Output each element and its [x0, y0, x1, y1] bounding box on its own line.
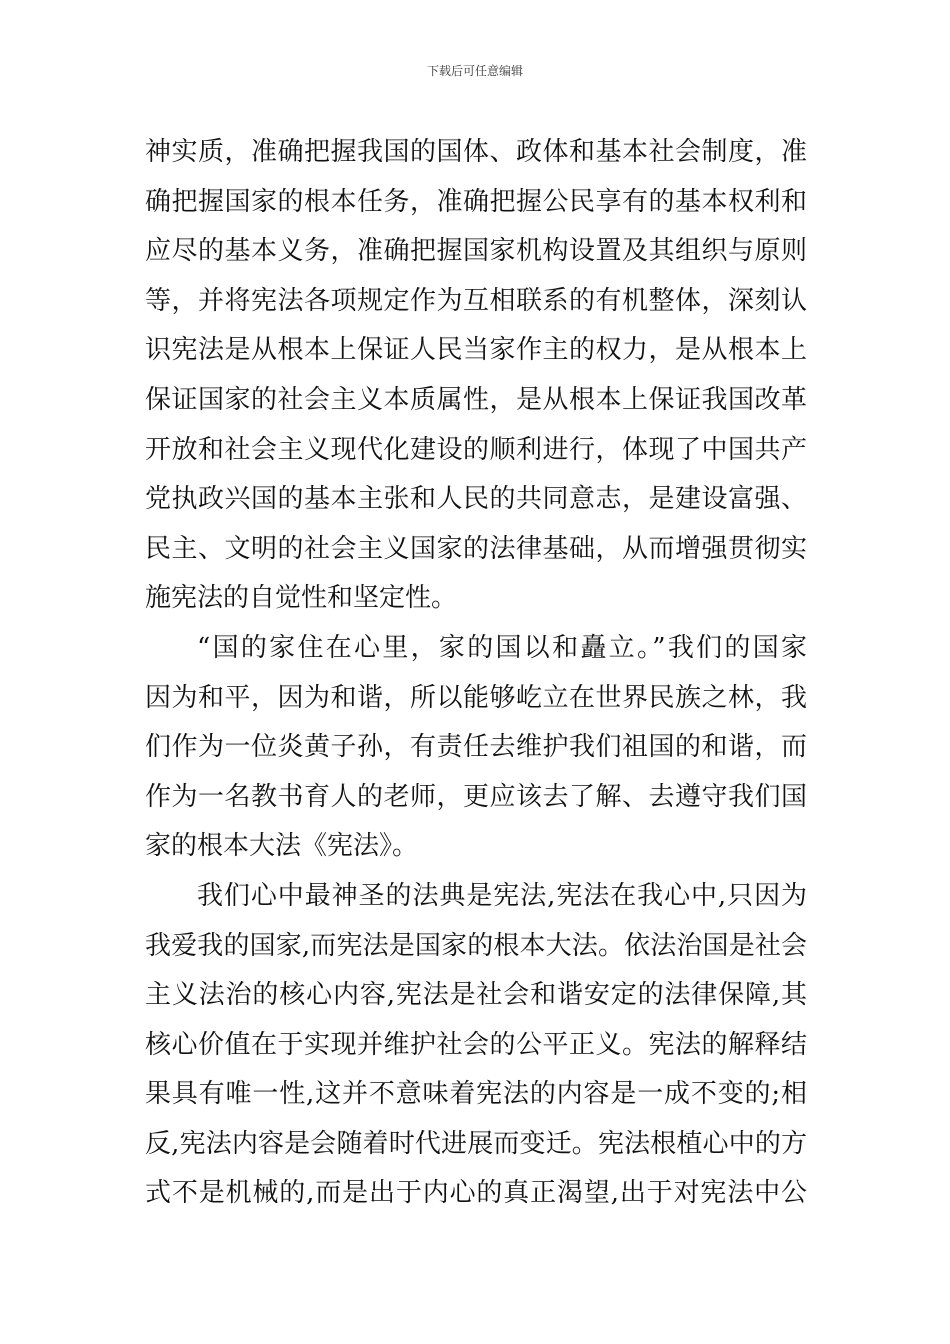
text-line: 神实质，准确把握我国的国体、政体和基本社会制度，准	[145, 137, 807, 167]
text-line: 主义法治的核心内容,宪法是社会和谐安定的法律保障,其	[145, 980, 807, 1011]
text-line: 开放和社会主义现代化建设的顺利进行，体现了中国共产	[145, 434, 807, 465]
text-line: 施宪法的自觉性和坚定性。	[145, 583, 458, 614]
text-line: “国的家住在心里，家的国以和矗立。”我们的国家	[197, 632, 807, 663]
text-line: 我爱我的国家,而宪法是国家的根本大法。依法治国是社会	[145, 930, 807, 961]
text-line: 民主、文明的社会主义国家的法律基础，从而增强贯彻实	[145, 533, 807, 564]
text-line: 果具有唯一性,这并不意味着宪法的内容是一成不变的;相	[145, 1079, 807, 1110]
text-line: 核心价值在于实现并维护社会的公平正义。宪法的解释结	[145, 1029, 807, 1060]
document-body	[145, 128, 807, 1219]
text-line: 反,宪法内容是会随着时代进展而变迁。宪法根植心中的方	[145, 1128, 807, 1159]
text-line: 作为一名教书育人的老师，更应该去了解、去遵守我们国	[145, 781, 807, 812]
paragraph-2	[145, 624, 807, 872]
text-line: 们作为一位炎黄子孙，有责任去维护我们祖国的和谐，而	[145, 732, 807, 763]
text-line: 党执政兴国的基本主张和人民的共同意志，是建设富强、	[145, 484, 807, 515]
paragraph-1	[145, 128, 807, 624]
page-header: 下载后可任意编辑	[426, 64, 523, 78]
text-line: 识宪法是从根本上保证人民当家作主的权力，是从根本上	[145, 335, 807, 366]
text-line: 确把握国家的根本任务，准确把握公民享有的基本权利和	[145, 186, 807, 217]
text-line: 因为和平，因为和谐，所以能够屹立在世界民族之林，我	[145, 682, 807, 713]
text-line: 保证国家的社会主义本质属性，是从根本上保证我国改革	[145, 384, 807, 415]
text-line: 我们心中最神圣的法典是宪法,宪法在我心中,只因为	[197, 880, 807, 911]
text-line: 应尽的基本义务，准确把握国家机构设置及其组织与原则	[145, 236, 807, 267]
text-line: 式不是机械的,而是出于内心的真正渴望,出于对宪法中公	[145, 1178, 807, 1209]
paragraph-3	[145, 872, 807, 1219]
text-line: 家的根本大法《宪法》。	[145, 831, 419, 862]
text-line: 等，并将宪法各项规定作为互相联系的有机整体，深刻认	[145, 285, 807, 316]
